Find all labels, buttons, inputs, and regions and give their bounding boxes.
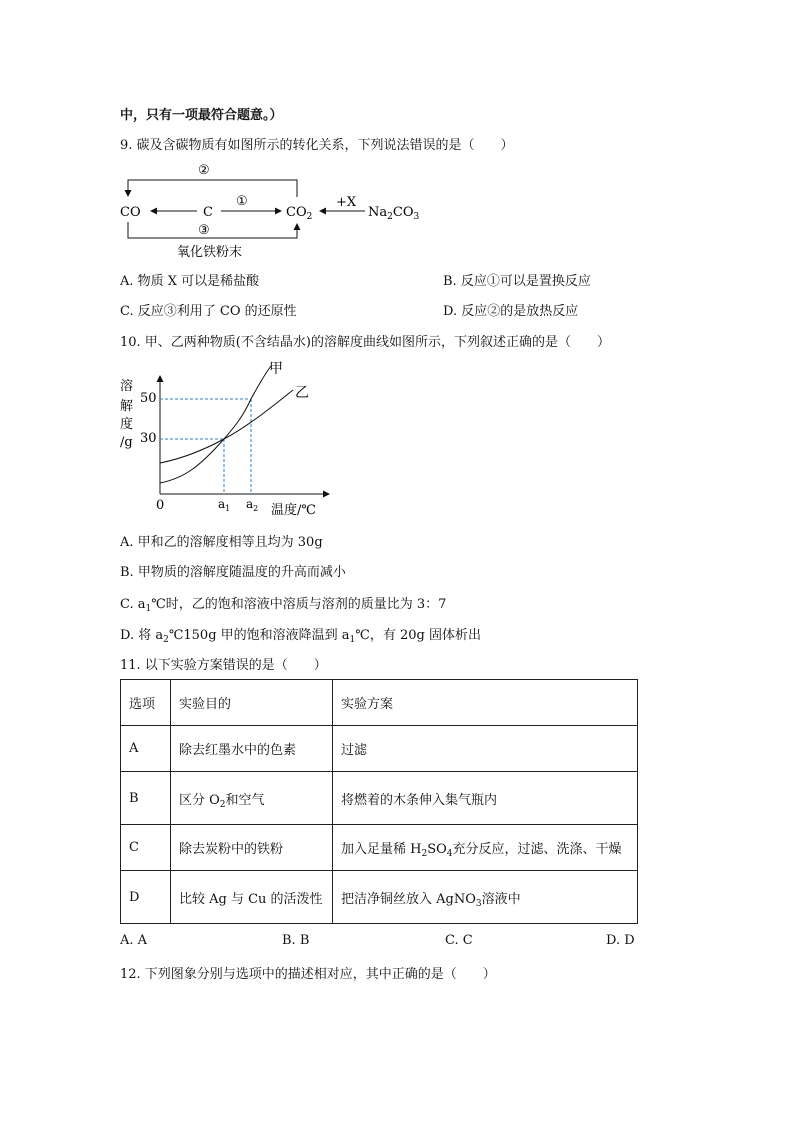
q10-option-a: A. 甲和乙的溶解度相等且均为 30g <box>120 535 323 550</box>
table-header-plan: 实验方案 <box>333 680 638 726</box>
q11-stem: 11. 以下实验方案错误的是（ ） <box>120 658 327 673</box>
q10-solubility-chart <box>115 356 340 520</box>
q10-ytick-30: 30 <box>140 431 157 446</box>
q9-co: CO <box>120 205 141 220</box>
q10-ylabel-3: 度 <box>120 417 134 432</box>
table-cell-option: A <box>121 726 171 772</box>
q10-series-jia-label: 甲 <box>269 361 283 377</box>
q10-ytick-50: 50 <box>140 391 157 406</box>
q9-arrow-2 <box>128 180 297 197</box>
table-row <box>121 871 638 924</box>
q10-series-yi-label: 乙 <box>295 385 309 401</box>
q11-answer-d: D. D <box>606 933 635 948</box>
table-cell-goal: 比较 Ag 与 Cu 的活泼性 <box>171 871 333 924</box>
q11-table <box>120 679 638 924</box>
q9-na2co3: $Na_2CO_3$ <box>368 205 420 222</box>
q9-label-bottom: 氧化铁粉末 <box>177 245 243 260</box>
q9-stem: 9. 碳及含碳物质有如图所示的转化关系，下列说法错误的是（ ） <box>120 138 514 153</box>
table-cell-plan: 把洁净铜丝放入 AgNO$_3$溶液中 <box>333 871 638 924</box>
q10-origin: 0 <box>156 498 165 513</box>
table-cell-goal: 区分 $O_2$和空气 <box>171 772 333 825</box>
table-cell-plan: 过滤 <box>333 726 638 772</box>
section-header: 中，只有一项最符合题意。） <box>120 108 283 123</box>
q10-xtick-a2: $a_2$ <box>246 497 259 513</box>
q10-ylabel-4: /g <box>120 435 133 450</box>
q9-carbon-diagram <box>115 158 435 260</box>
table-row <box>121 772 638 825</box>
table-cell-goal: 除去炭粉中的铁粉 <box>171 825 333 871</box>
q9-c: C <box>203 205 213 220</box>
q9-label-3: ③ <box>198 223 210 238</box>
q10-ylabel-2: 解 <box>120 399 134 414</box>
q9-arrow-3 <box>128 222 297 238</box>
table-header-option: 选项 <box>121 680 171 726</box>
table-cell-goal: 除去红墨水中的色素 <box>171 726 333 772</box>
q11-answer-b: B. B <box>282 933 310 948</box>
table-row <box>121 726 638 772</box>
q9-co2: $CO_2$ <box>286 205 313 222</box>
table-cell-option: C <box>121 825 171 871</box>
q9-option-c: C. 反应③利用了 CO 的还原性 <box>120 304 297 319</box>
q10-option-c: C. $a_1℃$时，乙的饱和溶液中溶质与溶剂的质量比为 3：7 <box>120 597 447 614</box>
q10-curve-yi <box>160 390 293 463</box>
q10-stem: 10. 甲、乙两种物质(不含结晶水)的溶解度曲线如图所示，下列叙述正确的是（ ） <box>120 335 610 350</box>
q10-option-b: B. 甲物质的溶解度随温度的升高而减小 <box>120 565 346 580</box>
q11-answer-c: C. C <box>445 933 473 948</box>
q9-label-1: ① <box>236 194 248 209</box>
table-cell-option: D <box>121 871 171 924</box>
q9-label-2: ② <box>198 163 210 178</box>
q9-option-b: B. 反应①可以是置换反应 <box>443 274 591 289</box>
q10-xlabel: 温度/℃ <box>271 503 316 518</box>
q9-plus-x: +X <box>336 195 357 210</box>
q11-answer-a: A. A <box>120 933 148 948</box>
table-row <box>121 825 638 871</box>
table-cell-plan: 加入足量稀 $H_2SO_4$充分反应，过滤、洗涤、干燥 <box>333 825 638 871</box>
table-cell-plan: 将燃着的木条伸入集气瓶内 <box>333 772 638 825</box>
q10-option-d: D. 将 $a_2℃150g$ 甲的饱和溶液降温到 $a_1℃$，有 20g 固体析出 <box>120 628 481 645</box>
q12-stem: 12. 下列图象分别与选项中的描述相对应，其中正确的是（ ） <box>120 967 496 982</box>
q10-curve-jia <box>160 366 271 483</box>
table-cell-option: B <box>121 772 171 825</box>
q9-option-d: D. 反应②的是放热反应 <box>443 304 579 319</box>
table-header-row <box>121 680 638 726</box>
q10-ylabel-1: 溶 <box>120 379 134 394</box>
q10-xtick-a1: $a_1$ <box>218 497 231 513</box>
table-header-goal: 实验目的 <box>171 680 333 726</box>
q9-option-a: A. 物质 X 可以是稀盐酸 <box>120 274 260 289</box>
